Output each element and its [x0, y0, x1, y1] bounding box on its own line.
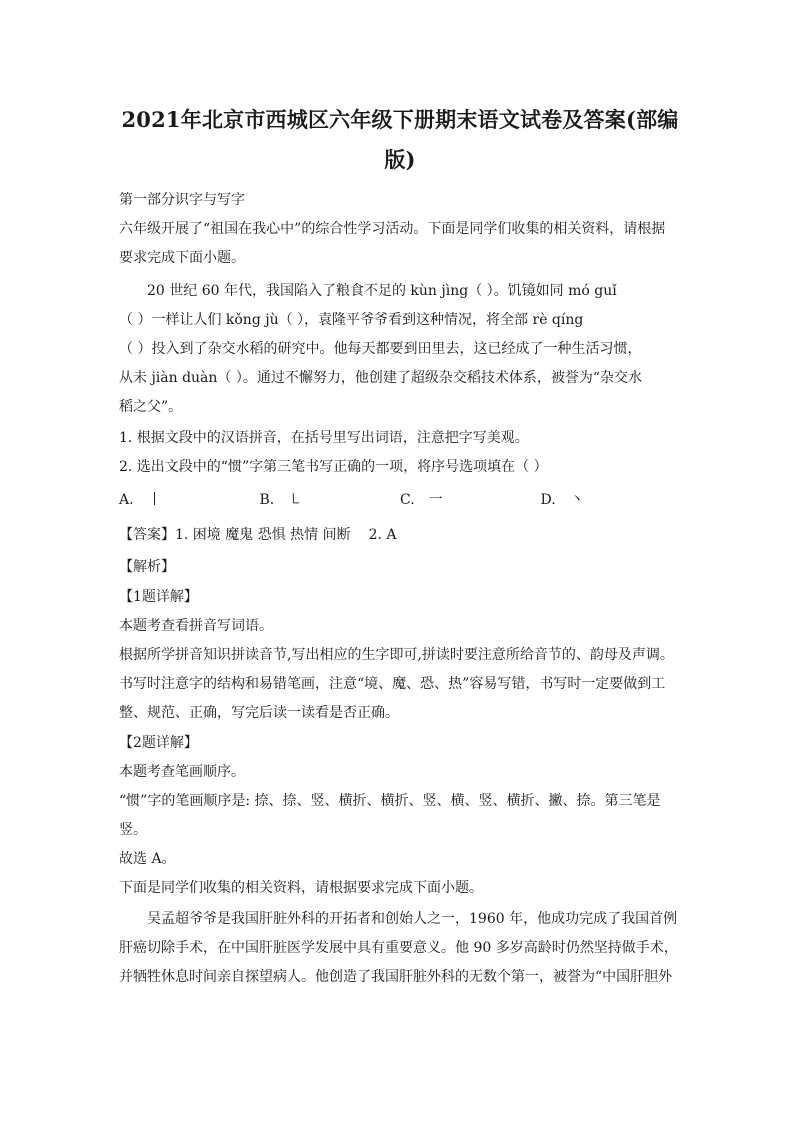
- passage-1: [119, 277, 681, 422]
- answer-prefix: 【答案】: [119, 527, 175, 543]
- detail-2-line: 故选 A。: [119, 851, 176, 867]
- passage-1-line: 稻之父”。: [119, 399, 183, 415]
- part2-intro: 下面是同学们收集的相关资料，请根据要求完成下面小题。: [119, 880, 483, 896]
- option-b[interactable]: [260, 484, 401, 516]
- detail-2-heading: 【2题详解】: [119, 735, 198, 751]
- question-2-options: [119, 484, 681, 516]
- option-label: D.: [540, 492, 556, 508]
- title-line-1: 2021年北京市西城区六年级下册期末语文试卷及答案(部编: [121, 107, 679, 132]
- passage-1-line: （ ）投入到了杂交水稻的研究中。他每天都要到田里去，这已经成了一种生活习惯，: [119, 341, 642, 357]
- document-title: [119, 0, 681, 180]
- part1-heading: 第一部分识字与写字: [119, 192, 245, 208]
- detail-1-line: 书写时注意字的结构和易错笔画，注意“境、魔、恐、热”容易写错，书写时一定要做到工: [119, 676, 666, 692]
- answer-1: 1. 困境 魔鬼 恐惧 热情 间断: [175, 527, 351, 543]
- option-d[interactable]: [541, 484, 682, 516]
- detail-1-line: 整、规范、正确，写完后读一读看是否正确。: [119, 705, 399, 721]
- stroke-mark: ㇄: [288, 492, 303, 508]
- stroke-mark: 丶: [569, 492, 584, 508]
- stroke-mark: 一: [428, 492, 443, 508]
- answer-2: 2. A: [368, 527, 397, 543]
- question-2: 2. 选出文段中的“惯”字第三笔书写正确的一项，将序号选项填在（ ）: [119, 459, 548, 475]
- passage-2: [119, 905, 681, 992]
- passage-1-line: 从未 jiàn duàn（ ）。通过不懈努力，他创建了超级杂交稻技术体系，被誉为“杂交水: [119, 370, 643, 386]
- stroke-mark: 丨: [147, 492, 162, 508]
- detail-1-heading: 【1题详解】: [119, 589, 198, 605]
- option-a[interactable]: [119, 484, 260, 516]
- part1-intro-line-2: 要求完成下面小题。: [119, 250, 245, 266]
- detail-2-line: 竖。: [119, 822, 147, 838]
- passage-2-line: 肝癌切除手术，在中国肝脏医学发展中具有重要意义。他 90 多岁高龄时仍然坚持做手术，: [119, 940, 678, 956]
- option-label: C.: [400, 492, 415, 508]
- passage-1-line: （ ）一样让人们 kǒng jù（ ），袁隆平爷爷看到这种情况，将全部 rè qíng: [119, 312, 584, 328]
- title-line-2: 版): [384, 147, 416, 172]
- detail-2-line: “惯”字的笔画顺序是: 捺、捺、竖、横折、横折、竖、横、竖、横折、撇、捺。第三笔是: [119, 793, 661, 809]
- part1-intro-line-1: 六年级开展了“祖国在我心中”的综合性学习活动。下面是同学们收集的相关资料，请根据: [119, 221, 666, 237]
- option-c[interactable]: [400, 484, 541, 516]
- detail-1-line: 本题考查看拼音写词语。: [119, 618, 273, 634]
- question-1: 1. 根据文段中的汉语拼音，在括号里写出词语，注意把字写美观。: [119, 430, 529, 446]
- analysis-heading: 【解析】: [119, 559, 175, 575]
- passage-2-line: 吴孟超爷爷是我国肝脏外科的开拓者和创始人之一，1960 年，他成功完成了我国首例: [147, 911, 678, 927]
- passage-2-line: 并牺牲休息时间亲自探望病人。他创造了我国肝脏外科的无数个第一，被誉为“中国肝胆外: [119, 969, 673, 985]
- detail-2-line: 本题考查笔画顺序。: [119, 764, 245, 780]
- passage-1-line: 20 世纪 60 年代，我国陷入了粮食不足的 kùn jìng（ ）。饥镜如同 mó guǐ: [147, 283, 617, 299]
- answer-line: [119, 518, 681, 552]
- option-label: B.: [259, 492, 275, 508]
- detail-1-line: 根据所学拼音知识拼读音节,写出相应的生字即可,拼读时要注意所给音节的、韵母及声调。: [119, 647, 674, 663]
- option-label: A.: [119, 492, 134, 508]
